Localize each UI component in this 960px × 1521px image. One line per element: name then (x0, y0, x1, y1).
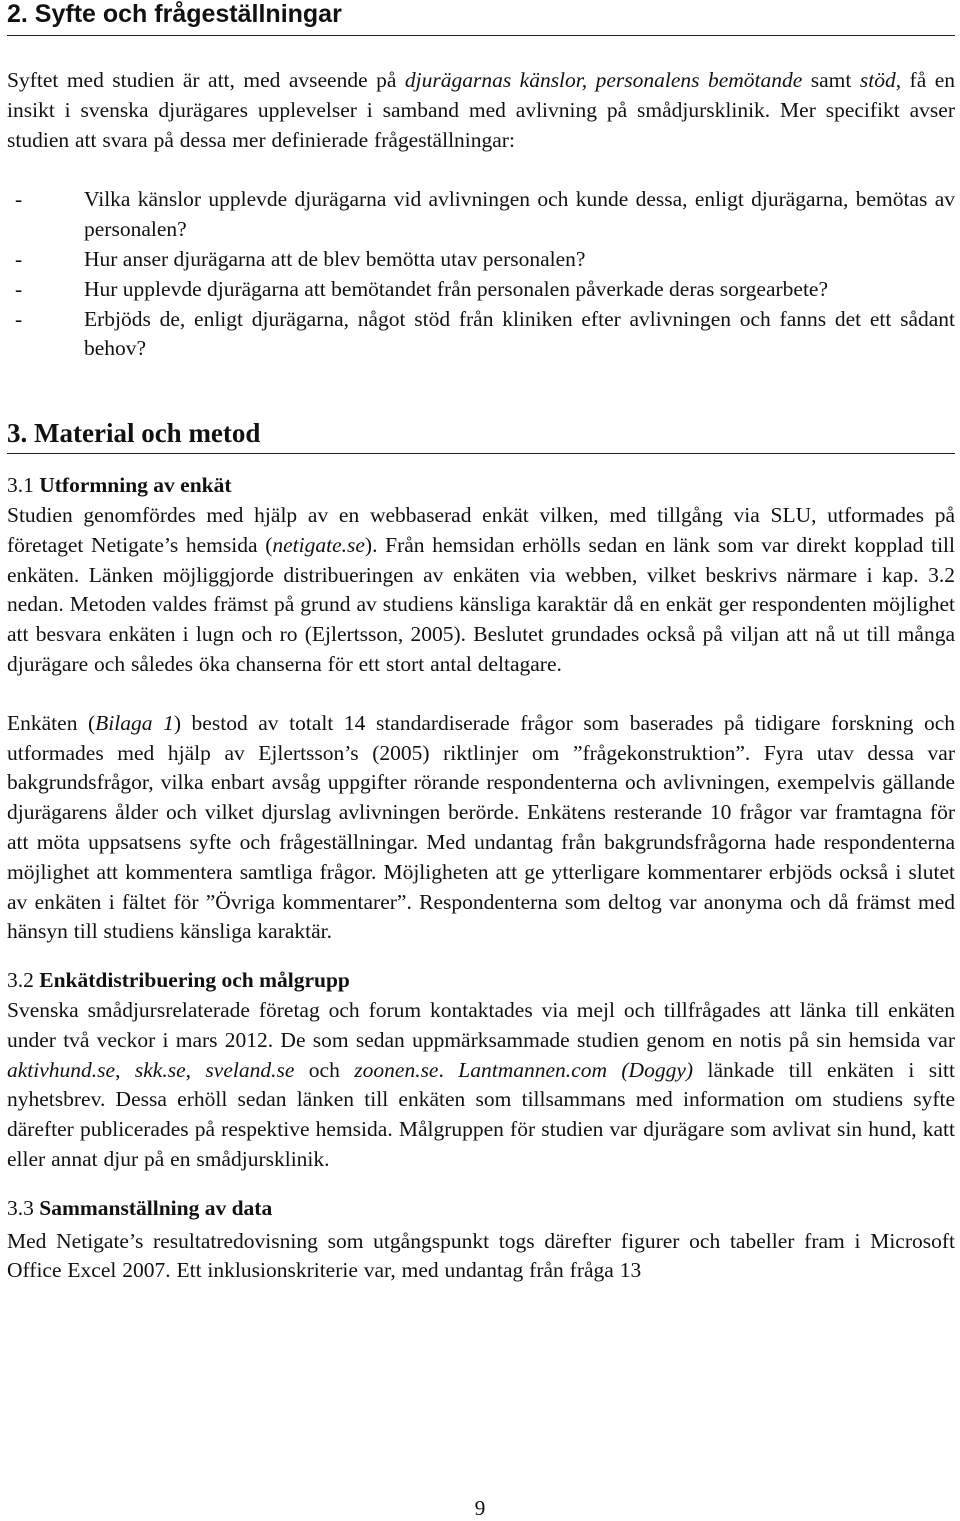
section-heading-3: 3. Material och metod (7, 418, 261, 449)
italic-text: Lantmannen.com (Doggy) (458, 1057, 694, 1082)
text-run: länkade till enkäten i sitt nyhetsbrev. Dessa erhöll sedan länken till enkäten som tillsammans med information om studiens syfte därefter publicerades på respektive hemsida. Målgruppen för studien var djurägare som avlivat sin hund, katt eller annat djur på en smådjursklinik. (7, 1057, 956, 1171)
text-run: och (294, 1057, 355, 1082)
text-run: ). Från hemsidan erhölls sedan en länk som var direkt kopplad till enkäten. Länken möjliggjorde distribueringen av enkäten via webben, vilket beskrivs närmare i kap. 3.2 nedan. Metoden valdes främst på grund av studiens känsliga karaktär då en enkät ger respondenten möjlighet att besvara enkäten i lugn och ro (Ejlertsson, 2005). Beslutet grundades också på viljan att nå ut till många djurägare och således öka chanserna för ett stort antal deltagare. (7, 532, 955, 676)
list-dash: - (15, 246, 23, 271)
subsection-number: 3.3 (7, 1195, 40, 1220)
text-run: Syftet med studien är att, med avseende på (7, 68, 405, 92)
text-run: Svenska smådjursrelaterade företag och forum kontaktades via mejl och tillfrågades att länka till enkäten under två veckor i mars 2012. De som sedan uppmärksammade studien genom en notis på sin hemsida var (7, 997, 955, 1052)
italic-text: stöd (859, 68, 896, 92)
section-rule-3 (7, 453, 955, 454)
italic-text: sveland.se (205, 1057, 295, 1082)
italic-text: djurägarnas känslor, personalens bemötande (404, 68, 803, 92)
distribution-paragraph (7, 996, 955, 1175)
text-run: Med Netigate’s resultatredovisning som utgångspunkt togs därefter figurer och tabeller fram i Microsoft Office Excel 2007. Ett inklusionskriterie var, med undantag från fråga 13 (7, 1228, 955, 1283)
text-run: samt (802, 68, 860, 92)
subsection-title: Utformning av enkät (39, 473, 232, 498)
method-paragraph-1 (7, 501, 955, 680)
question-list (7, 185, 955, 364)
subsection-number: 3.1 (7, 473, 40, 498)
page-number: 9 (474, 1496, 486, 1520)
document-page (7, 0, 955, 1286)
italic-text: zoonen.se (354, 1057, 439, 1082)
section-rule-2 (7, 35, 955, 36)
italic-text: netigate.se (272, 532, 365, 557)
purpose-paragraph (7, 66, 955, 155)
text-run: , få en insikt i svenska djurägares upplevelser i samband med avlivning på smådjursklinik. Mer specifikt avser studien att svara på dessa mer definierade frågeställningar: (7, 68, 956, 152)
method-paragraph-2 (7, 709, 955, 947)
subsection-heading-3-2 (7, 966, 955, 996)
text-run: Enkäten ( (7, 710, 96, 735)
italic-text: skk.se (134, 1057, 186, 1082)
text-run: , (115, 1057, 135, 1082)
list-item: - Hur anser djurägarna att de blev bemötta utav personalen? (7, 245, 955, 275)
compilation-paragraph (7, 1227, 955, 1287)
subsection-heading-3-1 (7, 471, 955, 501)
text-run: , (185, 1057, 206, 1082)
subsection-number: 3.2 (7, 968, 40, 993)
list-item: - Vilka känslor upplevde djurägarna vid avlivningen och kunde dessa, enligt djurägarna, bemötas av personalen? (15, 187, 955, 242)
italic-text: Bilaga 1 (95, 710, 174, 735)
list-dash: - (15, 187, 23, 212)
subsection-title: Sammanställning av data (39, 1195, 273, 1220)
text-run: . (438, 1057, 459, 1082)
text-run: Studien genomfördes med hjälp av en webbaserad enkät vilken, med tillgång via SLU, utformades på företaget Netigate’s hemsida ( (7, 502, 955, 557)
list-dash: - (15, 306, 23, 331)
list-item: - Hur upplevde djurägarna att bemötandet från personalen påverkade deras sorgearbete? (7, 275, 955, 305)
list-dash: - (15, 276, 23, 301)
subsection-heading-3-3 (7, 1194, 955, 1224)
italic-text: aktivhund.se (7, 1057, 116, 1082)
text-run: ) bestod av totalt 14 standardiserade frågor som baserades på tidigare forskning och utformades med hjälp av Ejlertsson’s (2005) riktlinjer om ”frågekonstruktion”. Fyra utav dessa var bakgrundsfrågor, vilka enbart avsåg uppgifter rörande respondenterna och avlivningen, exempelvis gällande djurägarens ålder och vilket djurslag avlivningen berörde. Enkätens resterande 10 frågor var framtagna för att möta uppsatsens syfte och frågeställningar. Med undantag från bakgrundsfrågorna hade respondenterna möjlighet att kommentera samtliga frågor. Möjligheten att ge ytterligare kommentarer erbjöds också i slutet av enkäten i fältet för ”Övriga kommentarer”. Respondenterna som deltog var anonyma och då främst med hänsyn till studiens känsliga karaktär. (7, 710, 955, 944)
list-item: - Erbjöds de, enligt djurägarna, något stöd från kliniken efter avlivningen och fanns det ett sådant behov? (15, 306, 955, 361)
section-heading-2: 2. Syfte och frågeställningar (7, 0, 342, 28)
subsection-title: Enkätdistribuering och målgrupp (39, 968, 350, 993)
